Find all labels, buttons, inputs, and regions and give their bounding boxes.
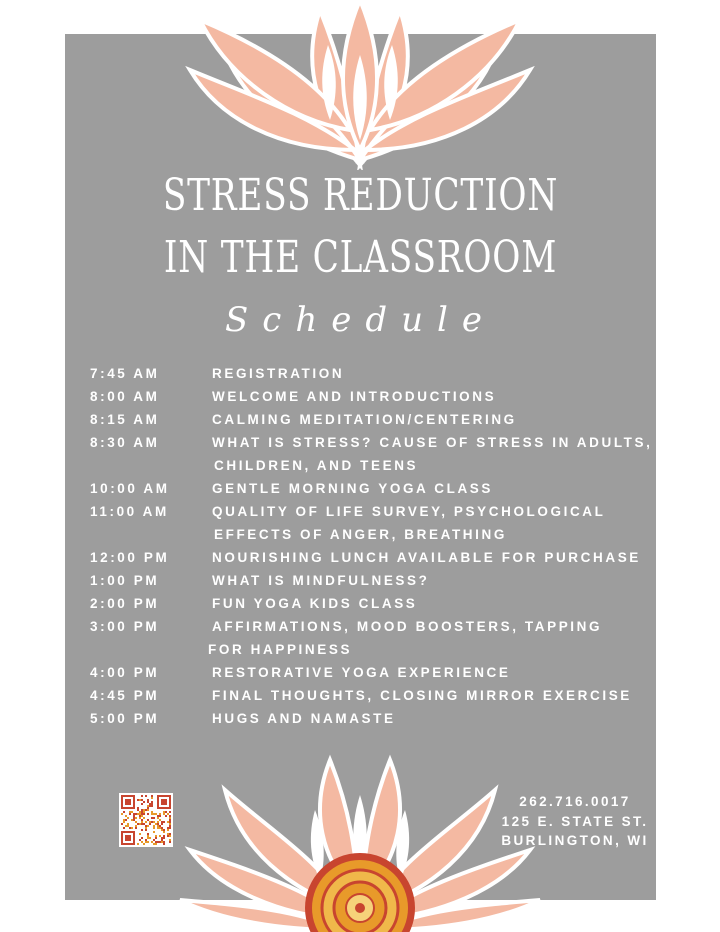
schedule-activity: RESTORATIVE YOGA EXPERIENCE (212, 665, 511, 680)
schedule-time: 12:00 PM (90, 550, 170, 565)
schedule-time: 3:00 PM (90, 619, 160, 634)
schedule-time: 4:00 PM (90, 665, 160, 680)
schedule-time: 10:00 AM (90, 481, 170, 496)
schedule-activity: WHAT IS STRESS? CAUSE OF STRESS IN ADULTS, (212, 435, 653, 450)
lotus-top-icon (170, 0, 550, 170)
contact-phone: 262.716.0017 (519, 794, 631, 809)
schedule-heading: Schedule (224, 300, 496, 340)
schedule-activity: REGISTRATION (212, 366, 345, 381)
contact-city: BURLINGTON, WI (501, 833, 649, 848)
schedule-activity-continued: CHILDREN, AND TEENS (214, 458, 419, 473)
schedule-activity: CALMING MEDITATION/CENTERING (212, 412, 517, 427)
schedule-activity-continued: EFFECTS OF ANGER, BREATHING (214, 527, 507, 542)
schedule-activity: HUGS AND NAMASTE (212, 711, 396, 726)
schedule-activity: WHAT IS MINDFULNESS? (212, 573, 430, 588)
schedule-activity: GENTLE MORNING YOGA CLASS (212, 481, 494, 496)
schedule-time: 1:00 PM (90, 573, 160, 588)
title-line-1: STRESS REDUCTION (162, 170, 559, 221)
schedule-activity: AFFIRMATIONS, MOOD BOOSTERS, TAPPING (212, 619, 603, 634)
schedule-time: 11:00 AM (90, 504, 169, 519)
schedule-time: 8:00 AM (90, 389, 160, 404)
schedule-time: 7:45 AM (90, 366, 160, 381)
title-line-2: IN THE CLASSROOM (163, 232, 558, 283)
qr-code-icon (119, 793, 173, 847)
lotus-mandala-icon (170, 750, 550, 932)
schedule-activity: FUN YOGA KIDS CLASS (212, 596, 418, 611)
schedule-time: 4:45 PM (90, 688, 160, 703)
schedule-activity: WELCOME AND INTRODUCTIONS (212, 389, 497, 404)
page-title (130, 165, 591, 289)
schedule-time: 2:00 PM (90, 596, 160, 611)
schedule-time: 8:30 AM (90, 435, 160, 450)
schedule-time: 5:00 PM (90, 711, 160, 726)
schedule-activity: QUALITY OF LIFE SURVEY, PSYCHOLOGICAL (212, 504, 606, 519)
schedule-time: 8:15 AM (90, 412, 160, 427)
schedule-activity: NOURISHING LUNCH AVAILABLE FOR PURCHASE (212, 550, 641, 565)
schedule-activity-continued: FOR HAPPINESS (208, 642, 353, 657)
contact-street: 125 E. STATE ST. (501, 813, 649, 829)
schedule-activity: FINAL THOUGHTS, CLOSING MIRROR EXERCISE (212, 688, 632, 703)
